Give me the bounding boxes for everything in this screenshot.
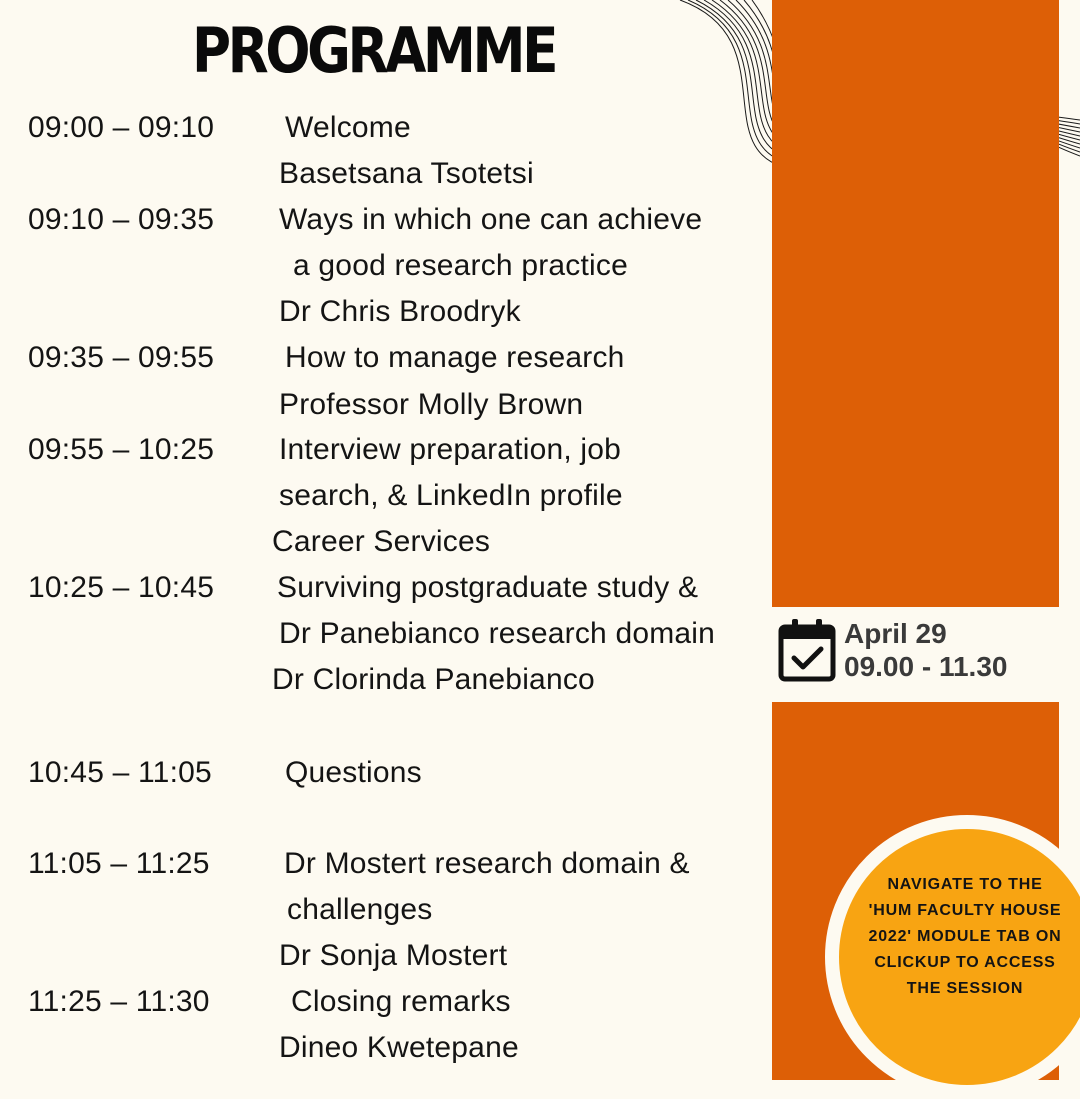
session-title: a good research practice [293, 249, 628, 282]
session-speaker: Dr Chris Broodryk [279, 295, 521, 328]
session-title: challenges [287, 893, 433, 926]
session-speaker: Career Services [272, 525, 491, 558]
session-title: Interview preparation, job [279, 433, 622, 466]
session-title: Closing remarks [291, 985, 511, 1018]
session-speaker: Dr Clorinda Panebianco [272, 663, 595, 696]
session-speaker: Dr Sonja Mostert [279, 939, 508, 972]
session-title: Ways in which one can achieve [279, 203, 703, 236]
session-title: Welcome [285, 111, 411, 144]
event-time: 09.00 - 11.30 [844, 651, 1008, 682]
notice-line: THE SESSION [906, 980, 1024, 997]
event-date: April 29 [844, 618, 947, 649]
time-slot: 10:25 – 10:45 [28, 571, 215, 604]
session-speaker: Dineo Kwetepane [279, 1031, 519, 1064]
session-title: Surviving postgraduate study & [277, 571, 699, 604]
notice-line: 2022' MODULE TAB ON [868, 928, 1062, 945]
time-slot: 10:45 – 11:05 [28, 756, 212, 789]
calendar-check-icon [778, 618, 836, 682]
session-title: search, & LinkedIn profile [279, 479, 623, 512]
session-speaker: Professor Molly Brown [279, 388, 584, 421]
time-slot: 11:25 – 11:30 [28, 985, 210, 1018]
session-title: Dr Mostert research domain & [284, 847, 690, 880]
notice-line: CLICKUP TO ACCESS [874, 954, 1056, 971]
event-date-block [778, 617, 1007, 683]
time-slot: 11:05 – 11:25 [28, 847, 210, 880]
session-title: How to manage research [285, 341, 625, 374]
time-slot: 09:55 – 10:25 [28, 433, 215, 466]
notice-text [850, 872, 1080, 1002]
session-title: Dr Panebianco research domain [279, 617, 716, 650]
time-slot: 09:00 – 09:10 [28, 111, 215, 144]
time-slot: 09:10 – 09:35 [28, 203, 215, 236]
page-title: PROGRAMME [192, 14, 556, 87]
session-speaker: Basetsana Tsotetsi [279, 157, 534, 190]
notice-line: NAVIGATE TO THE [887, 876, 1043, 893]
orange-bar-top [772, 0, 1059, 607]
time-slot: 09:35 – 09:55 [28, 341, 215, 374]
session-title: Questions [285, 756, 422, 789]
notice-line: 'HUM FACULTY HOUSE [868, 902, 1062, 919]
